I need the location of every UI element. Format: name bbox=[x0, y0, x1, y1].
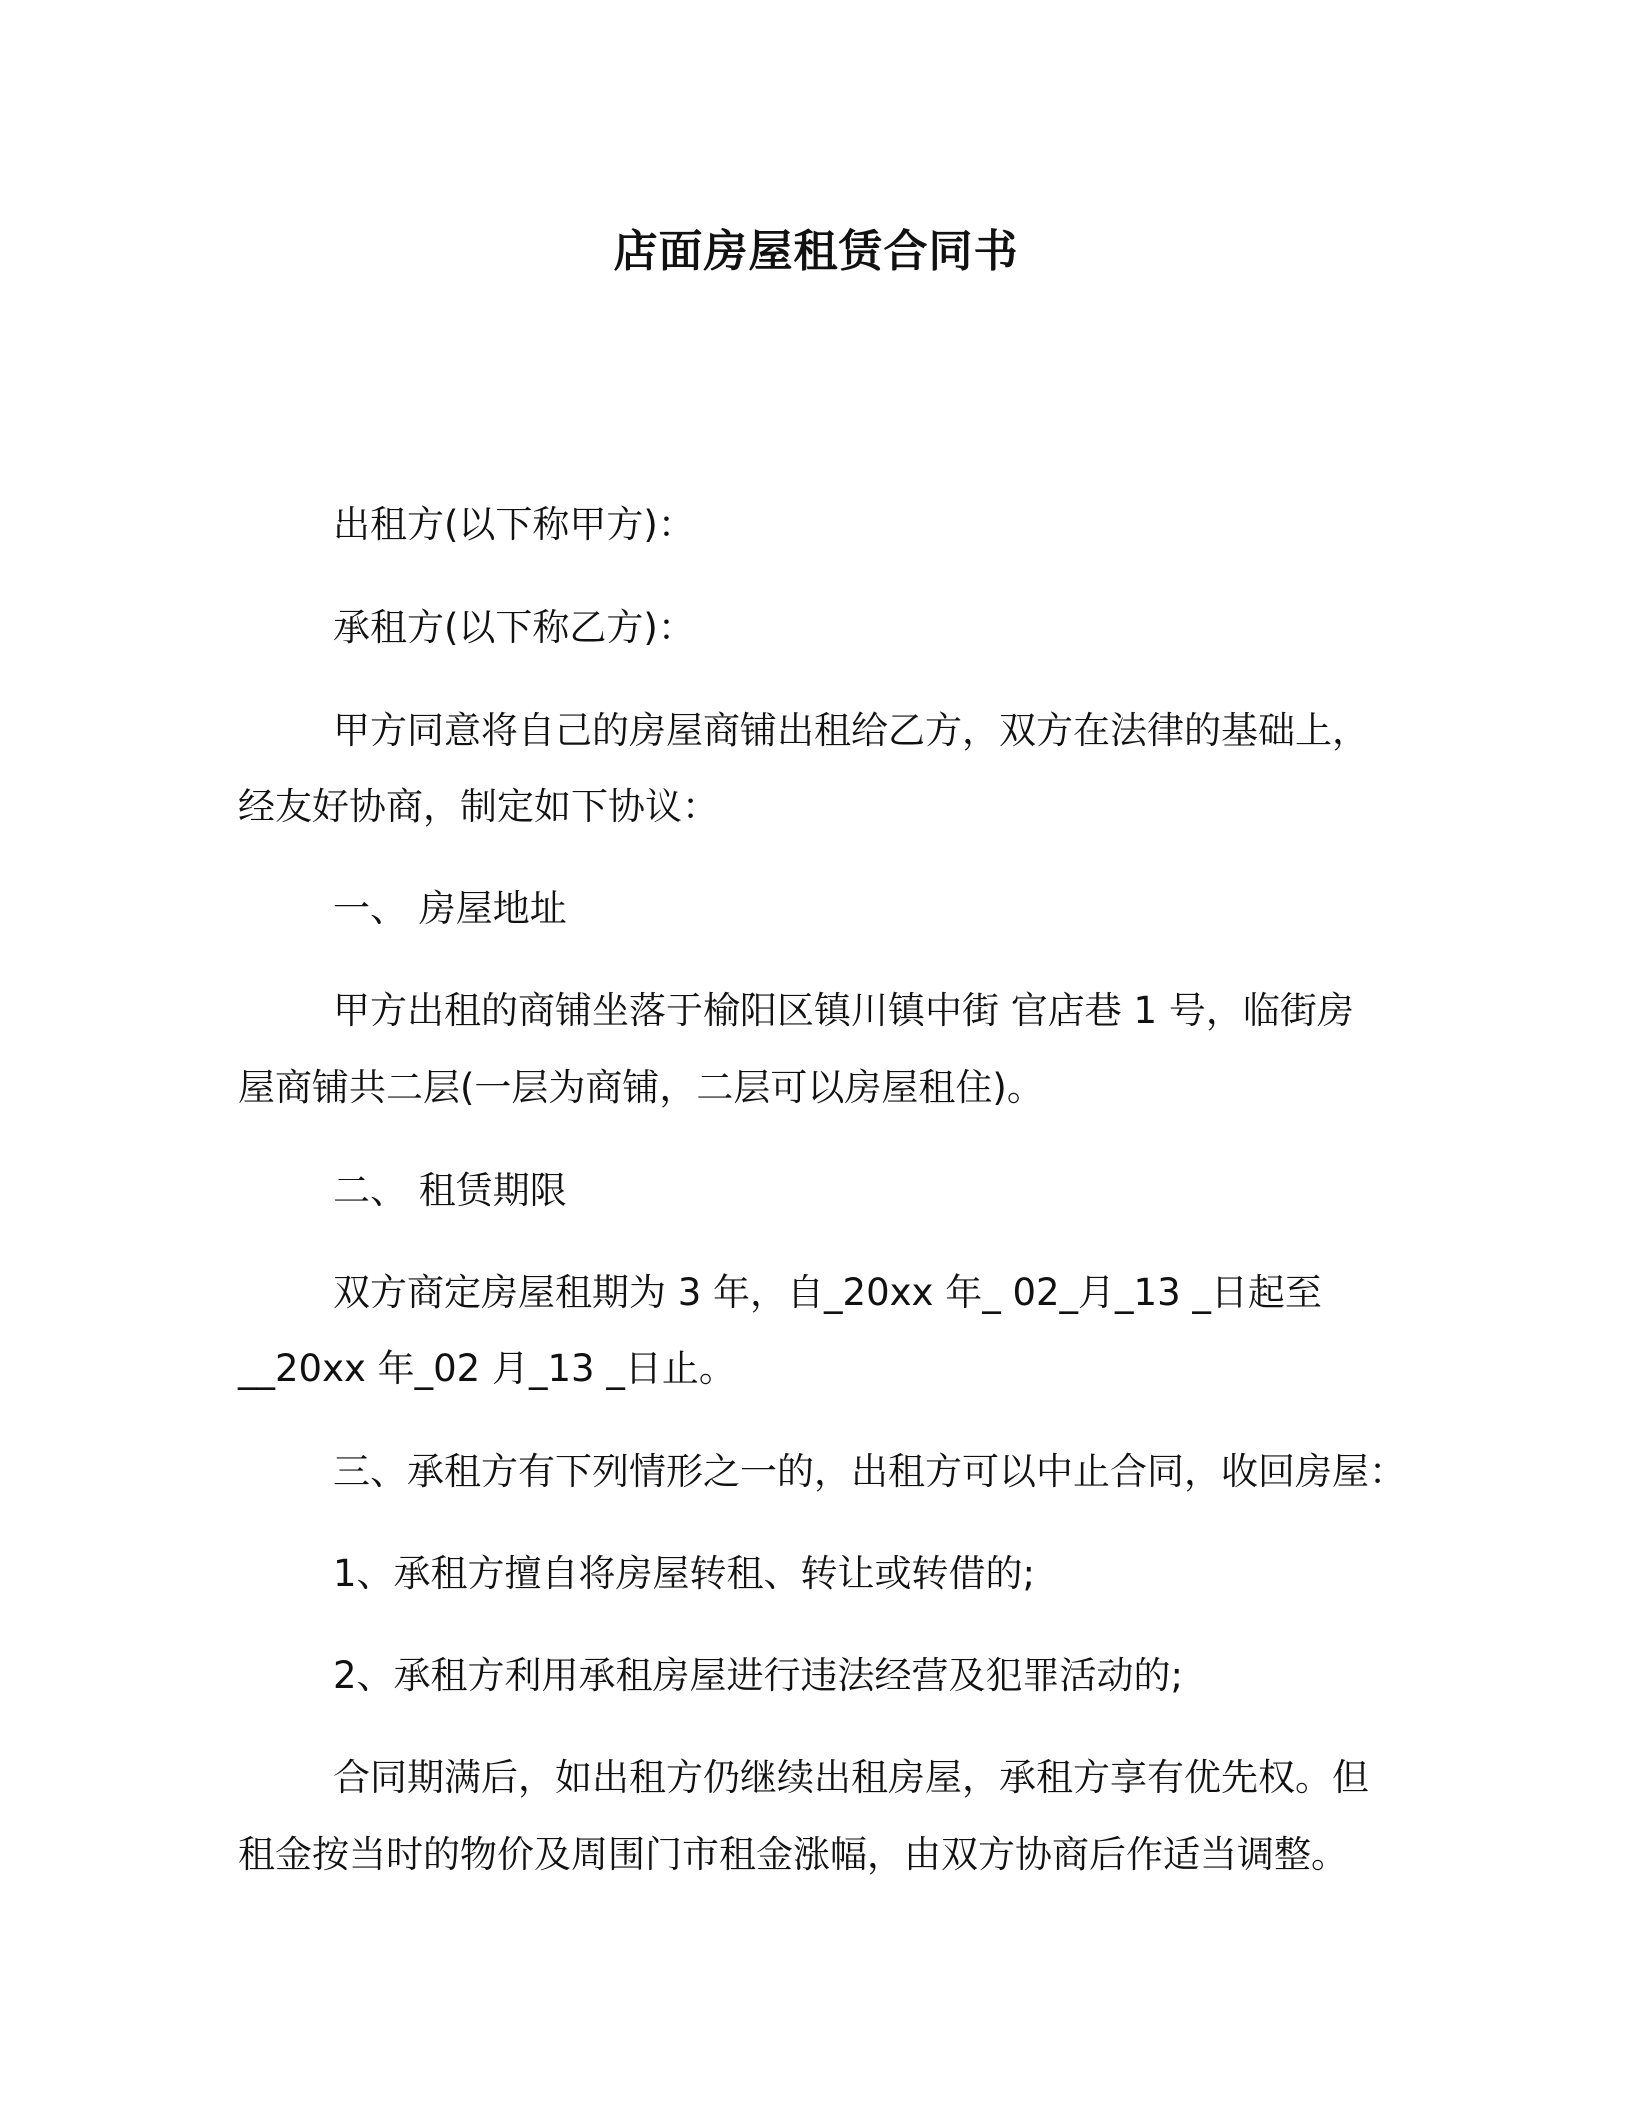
lessee-line: 承租方(以下称乙方)： bbox=[333, 606, 695, 649]
section3-item-2: 2、承租方利用承租房屋进行违法经营及犯罪活动的; bbox=[333, 1654, 1184, 1697]
section2-heading: 二、 租赁期限 bbox=[333, 1169, 567, 1212]
section1-text-line-2: 屋商铺共二层(一层为商铺，二层可以房屋租住)。 bbox=[238, 1066, 1044, 1109]
intro-line-2: 经友好协商，制定如下协议： bbox=[238, 785, 719, 828]
renewal-line-1: 合同期满后，如出租方仍继续出租房屋，承租方享有优先权。但 bbox=[333, 1756, 1369, 1799]
section1-heading: 一、 房屋地址 bbox=[333, 887, 567, 930]
lessor-line: 出租方(以下称甲方)： bbox=[333, 503, 695, 546]
renewal-line-2: 租金按当时的物价及周围门市租金涨幅，由双方协商后作适当调整。 bbox=[238, 1833, 1348, 1876]
section2-text-line-1: 双方商定房屋租期为 3 年，自_20xx 年_ 02_月_13 _日起至 bbox=[333, 1271, 1322, 1314]
section2-text-line-2: __20xx 年_02 月_13 _日止。 bbox=[238, 1347, 736, 1390]
intro-line-1: 甲方同意将自己的房屋商铺出租给乙方，双方在法律的基础上， bbox=[333, 709, 1369, 752]
section3-heading: 三、承租方有下列情形之一的，出租方可以中止合同，收回房屋： bbox=[333, 1450, 1406, 1493]
section3-item-1: 1、承租方擅自将房屋转租、转让或转借的; bbox=[333, 1552, 1036, 1595]
document-title: 店面房屋租赁合同书 bbox=[613, 226, 1019, 277]
section1-text-line-1: 甲方出租的商铺坐落于榆阳区镇川镇中街 官店巷 1 号，临街房 bbox=[333, 989, 1354, 1032]
